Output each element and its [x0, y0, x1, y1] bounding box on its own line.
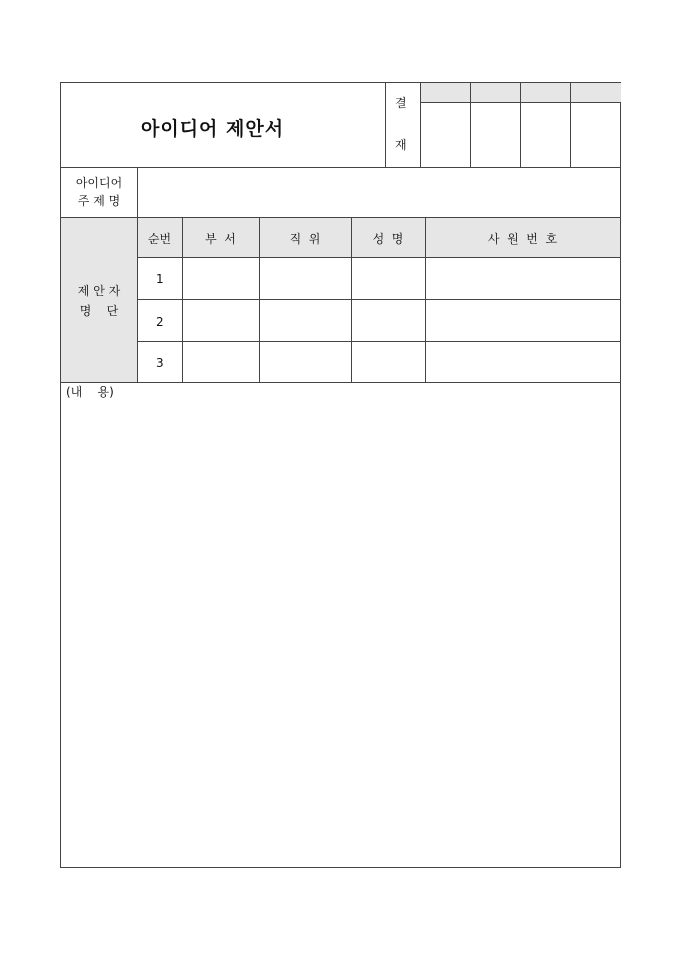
- approval-divider: [420, 83, 421, 167]
- proposers-label-cell: [61, 218, 137, 382]
- content-label: (내 용): [66, 385, 114, 399]
- idea-proposal-form: [60, 82, 621, 868]
- department-field[interactable]: [183, 342, 259, 382]
- subject-label-line2: 주 제 명: [77, 194, 121, 208]
- header-name: 성 명: [372, 232, 404, 246]
- form-title: 아이디어 제안서: [141, 118, 285, 140]
- employee-id-field[interactable]: [426, 258, 620, 299]
- name-field[interactable]: [352, 342, 425, 382]
- approval-divider: [520, 83, 521, 167]
- subject-field[interactable]: [138, 168, 620, 217]
- content-field[interactable]: [62, 401, 619, 866]
- approval-divider: [570, 83, 571, 167]
- approval-box-2[interactable]: [470, 102, 520, 167]
- position-field[interactable]: [260, 300, 351, 341]
- subject-label-line1: 아이디어: [75, 176, 123, 190]
- approval-label-top: 결: [395, 96, 407, 110]
- employee-id-field[interactable]: [426, 342, 620, 382]
- approval-divider: [470, 83, 471, 167]
- header-employee-id: 사 원 번 호: [487, 232, 558, 246]
- row-divider: [61, 382, 620, 383]
- approval-divider: [385, 83, 386, 167]
- row-number: 3: [156, 356, 164, 370]
- proposers-label-line2: 명 단: [79, 304, 119, 318]
- position-field[interactable]: [260, 258, 351, 299]
- approval-box-4[interactable]: [570, 102, 621, 167]
- department-field[interactable]: [183, 300, 259, 341]
- position-field[interactable]: [260, 342, 351, 382]
- approval-box-1[interactable]: [420, 102, 470, 167]
- approval-box-3[interactable]: [520, 102, 570, 167]
- approval-divider: [420, 102, 621, 103]
- department-field[interactable]: [183, 258, 259, 299]
- approval-label-bottom: 재: [395, 138, 407, 152]
- header-position: 직 위: [289, 232, 321, 246]
- row-number: 1: [156, 272, 164, 286]
- header-seq: 순번: [147, 232, 172, 246]
- employee-id-field[interactable]: [426, 300, 620, 341]
- name-field[interactable]: [352, 258, 425, 299]
- row-number: 2: [156, 315, 164, 329]
- header-department: 부 서: [205, 232, 236, 246]
- proposers-label-line1: 제 안 자: [77, 284, 121, 298]
- name-field[interactable]: [352, 300, 425, 341]
